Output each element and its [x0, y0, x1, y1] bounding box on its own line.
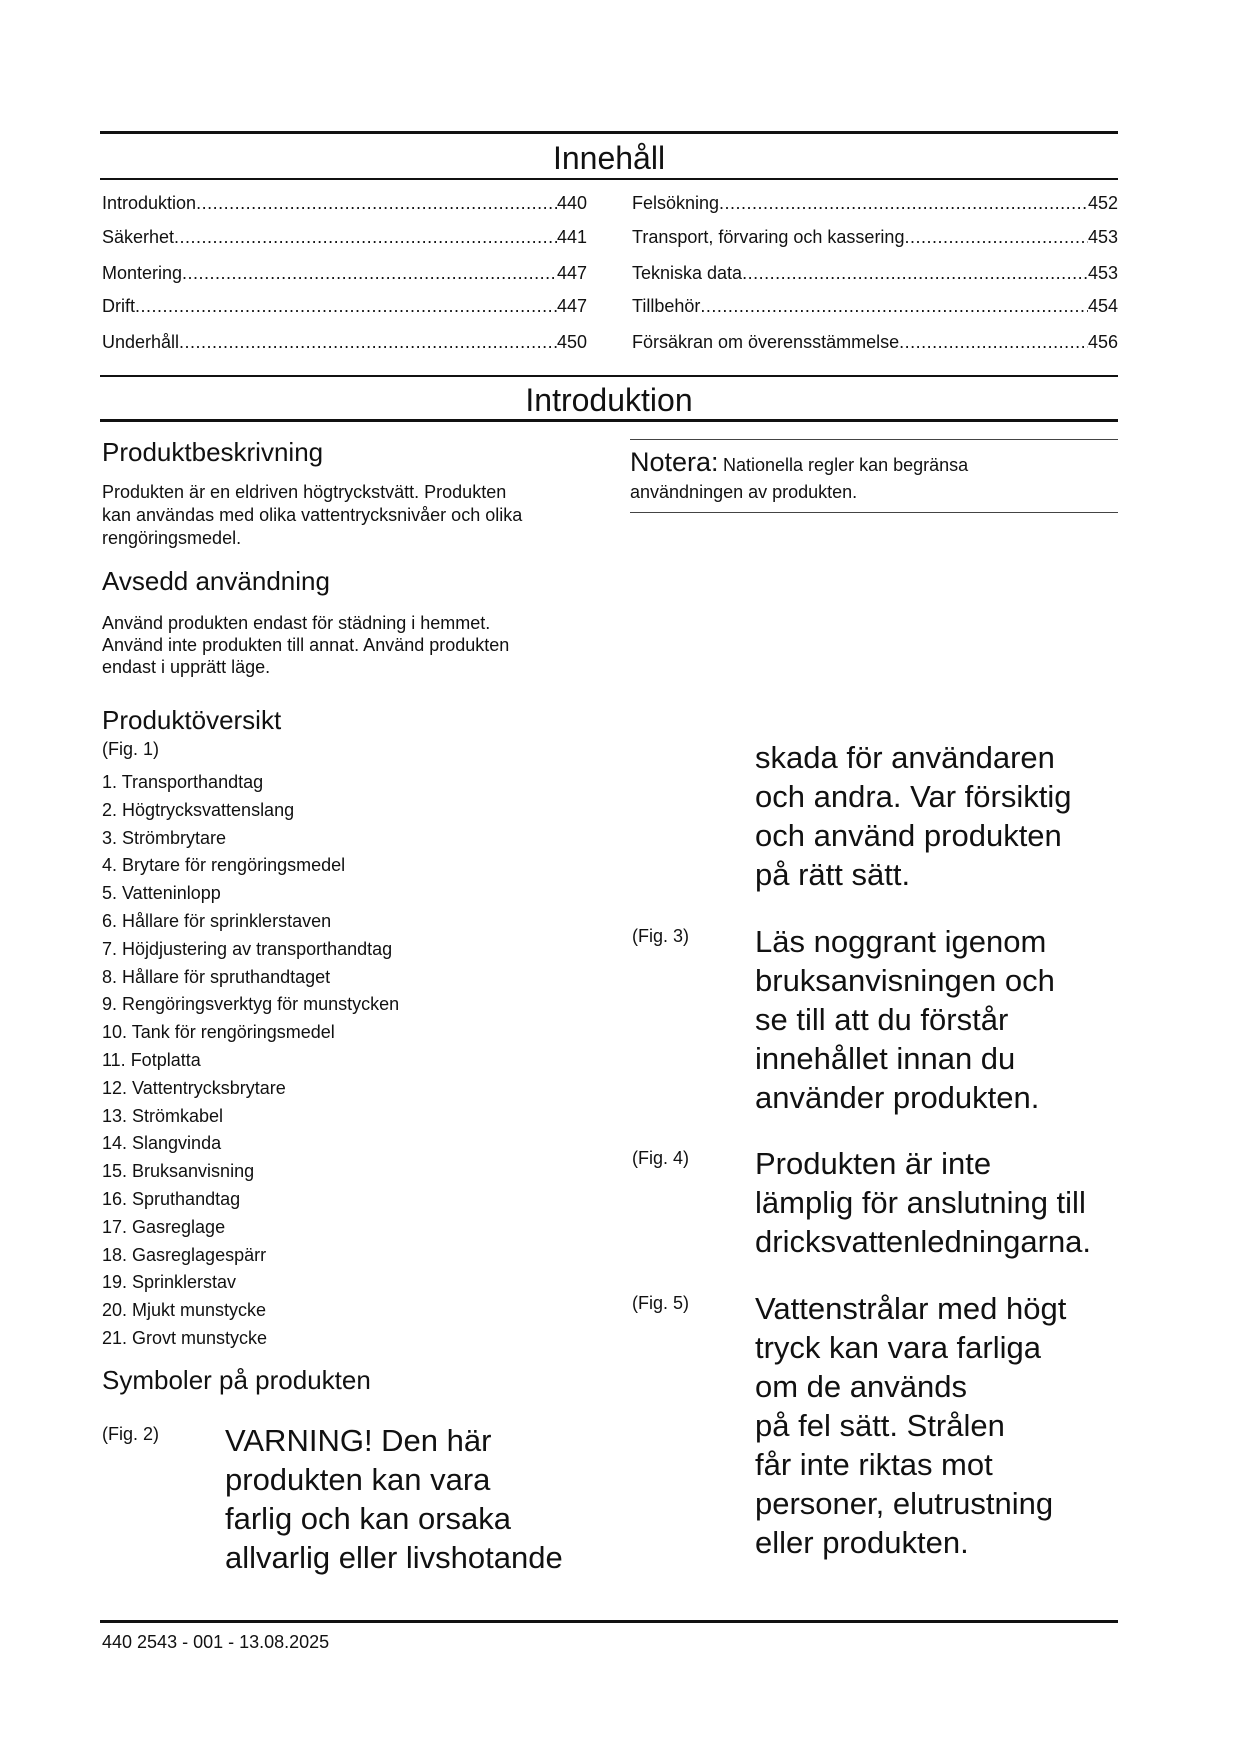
- product-description-text: Produkten är en eldriven högtryckstvätt. Produkten kan användas med olika vattentrycksnivåer och olika rengöringsmedel.: [102, 482, 523, 548]
- footer-rule: [100, 1620, 1118, 1623]
- toc-entry[interactable]: Drift ..... 447: [102, 294, 587, 318]
- list-item: 15. Bruksanvisning: [102, 1161, 255, 1182]
- list-item: 3. Strömbrytare: [102, 827, 227, 848]
- note-text-line-2: användningen av produkten.: [630, 482, 858, 502]
- list-item: 9. Rengöringsverktyg för munstycken: [102, 994, 400, 1015]
- list-item: 20. Mjukt munstycke: [102, 1300, 267, 1321]
- toc-entry[interactable]: Transport, förvaring och kassering ..... 453: [632, 225, 1118, 249]
- fig-1-reference: (Fig. 1): [102, 739, 160, 759]
- intro-title: Introduktion: [525, 382, 693, 418]
- warning-symbol-text: VARNING! Den här produkten kan vara farlig och kan orsaka allvarlig eller livshotande: [225, 1423, 563, 1575]
- list-item: 17. Gasreglage: [102, 1216, 226, 1237]
- symbols-heading: Symboler på produkten: [102, 1365, 371, 1395]
- read-manual-symbol-text: Läs noggrant igenom bruksanvisningen och se till att du förstår innehållet innan du använder produkten.: [755, 924, 1055, 1115]
- toc-entry[interactable]: Säkerhet ..... 441: [102, 225, 587, 249]
- water-jet-symbol-text: Vattenstrålar med högt tryck kan vara farliga om de används på fel sätt. Strålen får inte riktas mot personer, elutrustning eller produkten.: [755, 1291, 1067, 1560]
- list-item: 13. Strömkabel: [102, 1105, 224, 1126]
- list-item: 7. Höjdjustering av transporthandtag: [102, 938, 393, 959]
- list-item: 16. Spruthandtag: [102, 1188, 241, 1209]
- product-overview-heading: Produktöversikt: [102, 705, 282, 735]
- drinking-water-symbol-text: Produkten är inte lämplig för anslutning till dricksvattenledningarna.: [755, 1146, 1092, 1259]
- list-item: 8. Hållare för spruthandtaget: [102, 966, 331, 987]
- toc-entry[interactable]: Försäkran om överensstämmelse ..... 456: [632, 330, 1118, 354]
- list-item: 19. Sprinklerstav: [102, 1272, 237, 1293]
- list-item: 4. Brytare för rengöringsmedel: [102, 855, 346, 876]
- list-item: 12. Vattentrycksbrytare: [102, 1077, 286, 1098]
- toc-entry[interactable]: Underhåll ..... 450: [102, 330, 587, 354]
- list-item: 11. Fotplatta: [102, 1049, 201, 1070]
- intended-use-text: Använd produkten endast för städning i hemmet. Använd inte produkten till annat. Använd produkten endast i upprätt läge.: [102, 613, 510, 677]
- list-item: 14. Slangvinda: [102, 1133, 222, 1154]
- note-box: [630, 448, 1118, 503]
- top-rule: [100, 131, 1118, 134]
- list-item: 6. Hållare för sprinklerstaven: [102, 910, 332, 931]
- intended-use-heading: Avsedd användning: [102, 566, 330, 596]
- list-item: 2. Högtrycksvattenslang: [102, 799, 295, 820]
- toc-entry[interactable]: Introduktion ..... 440: [102, 191, 587, 215]
- footer-page-info: 440 2543 - 001 - 13.08.2025: [102, 1632, 330, 1652]
- toc-entry[interactable]: Tillbehör ..... 454: [632, 294, 1118, 318]
- note-top-rule: [630, 439, 1118, 440]
- fig-3-reference: (Fig. 3): [632, 926, 690, 946]
- toc-entry[interactable]: Montering ..... 447: [102, 261, 587, 285]
- product-description-heading: Produktbeskrivning: [102, 437, 324, 467]
- list-item: 10. Tank för rengöringsmedel: [102, 1022, 335, 1043]
- fig-4-reference: (Fig. 4): [632, 1148, 690, 1168]
- fig-2-reference: (Fig. 2): [102, 1424, 160, 1444]
- fig-5-reference: (Fig. 5): [632, 1293, 690, 1313]
- warning-symbol-text-continued: skada för användaren och andra. Var försiktig och använd produkten på rätt sätt.: [755, 740, 1072, 892]
- toc-title: Innehåll: [552, 140, 666, 176]
- list-item: 18. Gasreglagespärr: [102, 1244, 267, 1265]
- list-item: 1. Transporthandtag: [102, 772, 264, 792]
- note-text-line-1: Nationella regler kan begränsa: [723, 455, 969, 475]
- list-item: 5. Vatteninlopp: [102, 883, 221, 904]
- toc-entry[interactable]: Felsökning ..... 452: [632, 191, 1118, 215]
- intro-top-rule: [100, 375, 1118, 377]
- toc-title-rule: [100, 178, 1118, 180]
- list-item: 21. Grovt munstycke: [102, 1327, 268, 1348]
- intro-title-rule: [100, 419, 1118, 422]
- product-overview-list: [102, 770, 399, 1354]
- toc-entry[interactable]: Tekniska data ..... 453: [632, 261, 1118, 285]
- note-bottom-rule: [630, 512, 1118, 513]
- note-label: Notera:: [630, 447, 719, 477]
